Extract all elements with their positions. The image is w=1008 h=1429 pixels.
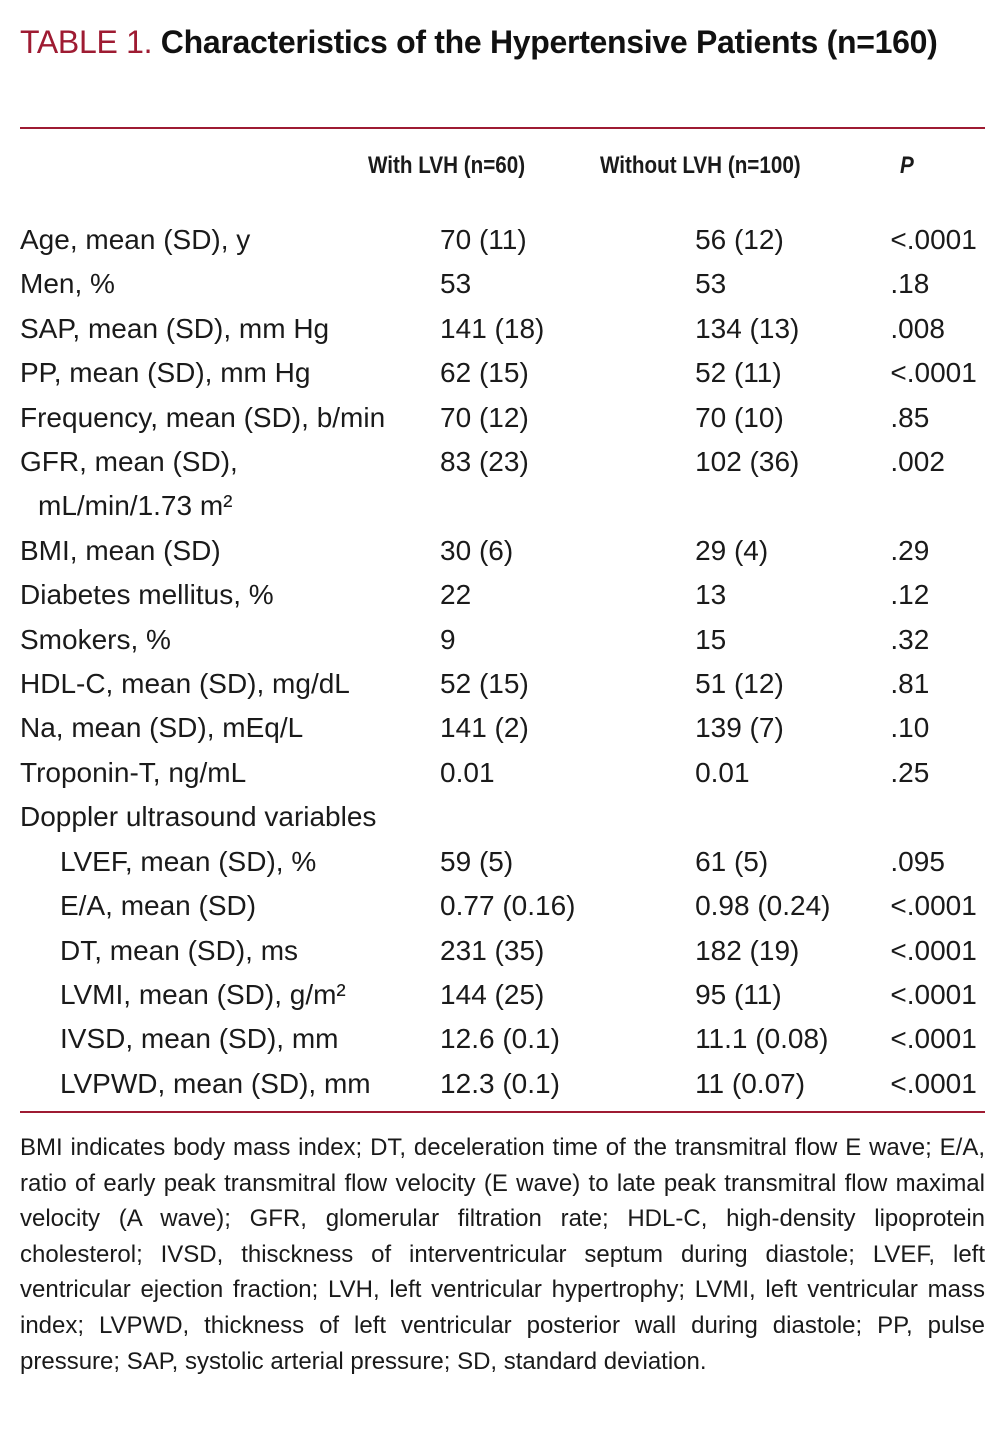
column-header-without-lvh: Without LVH (n=100) (600, 152, 801, 179)
p-value: <.0001 (890, 890, 977, 922)
empty-cell (890, 795, 1008, 839)
variable-label: PP, mean (SD), mm Hg (20, 357, 311, 389)
value-without-lvh: 52 (11) (695, 357, 782, 389)
variable-label: LVEF, mean (SD), % (60, 845, 317, 877)
value-with-lvh: 52 (15) (440, 668, 529, 700)
p-value: <.0001 (890, 934, 977, 966)
variable-label: Diabetes mellitus, % (20, 579, 274, 611)
empty-cell (890, 484, 1008, 528)
p-value: .32 (890, 623, 930, 655)
value-without-lvh: 102 (36) (695, 446, 800, 478)
table-row (20, 840, 1008, 884)
value-without-lvh: 95 (11) (695, 978, 782, 1010)
empty-cell (691, 484, 890, 528)
variable-label: Troponin-T, ng/mL (20, 756, 247, 788)
p-value: .10 (890, 712, 930, 744)
table-row (20, 262, 1008, 306)
value-without-lvh: 29 (4) (695, 534, 769, 566)
value-without-lvh: 0.98 (0.24) (695, 890, 831, 922)
p-value: .81 (890, 668, 930, 700)
p-value: <.0001 (890, 1023, 977, 1055)
footer-divider (20, 1111, 985, 1113)
value-with-lvh: 62 (15) (440, 357, 529, 389)
value-without-lvh: 0.01 (695, 756, 750, 788)
p-value: .12 (890, 579, 930, 611)
table-row (20, 218, 1008, 262)
value-without-lvh: 15 (695, 623, 727, 655)
table-row (20, 751, 1008, 795)
variable-label: DT, mean (SD), ms (60, 934, 299, 966)
variable-label: BMI, mean (SD) (20, 534, 221, 566)
value-with-lvh: 0.01 (440, 756, 495, 788)
variable-label: E/A, mean (SD) (60, 890, 257, 922)
table-label: TABLE 1. (20, 24, 153, 60)
table-title (20, 18, 988, 66)
value-with-lvh: 53 (440, 268, 472, 300)
column-header-p: P (900, 152, 914, 179)
variable-label: Frequency, mean (SD), b/min (20, 401, 386, 433)
table-row (20, 351, 1008, 395)
value-without-lvh: 56 (12) (695, 224, 784, 255)
value-without-lvh: 13 (695, 579, 727, 611)
p-value: .18 (890, 268, 930, 300)
variable-label: IVSD, mean (SD), mm (60, 1023, 339, 1055)
value-without-lvh: 11 (0.07) (695, 1067, 806, 1099)
value-without-lvh: 61 (5) (695, 845, 769, 877)
section-heading: Doppler ultrasound variables (20, 801, 377, 833)
table-row (20, 618, 1008, 662)
table-row (20, 973, 1008, 1017)
table-row (20, 440, 1008, 484)
value-without-lvh: 51 (12) (695, 668, 784, 700)
value-with-lvh: 0.77 (0.16) (440, 890, 576, 922)
p-value: <.0001 (890, 357, 977, 389)
variable-label: LVPWD, mean (SD), mm (60, 1067, 371, 1099)
value-without-lvh: 134 (13) (695, 312, 800, 344)
p-value: <.0001 (890, 978, 977, 1010)
value-with-lvh: 12.6 (0.1) (440, 1023, 560, 1055)
value-with-lvh: 231 (35) (440, 934, 545, 966)
table-row (20, 662, 1008, 706)
value-with-lvh: 9 (440, 623, 456, 655)
table-row (20, 484, 1008, 528)
table-row (20, 1062, 1008, 1106)
value-with-lvh: 12.3 (0.1) (440, 1067, 560, 1099)
value-with-lvh: 141 (18) (440, 312, 545, 344)
value-without-lvh: 70 (10) (695, 401, 784, 433)
p-value: .002 (890, 446, 945, 478)
p-value: .095 (890, 845, 945, 877)
variable-label: Smokers, % (20, 623, 171, 655)
p-value: .008 (890, 312, 945, 344)
variable-label: SAP, mean (SD), mm Hg (20, 312, 330, 344)
table-row (20, 307, 1008, 351)
table-row (20, 884, 1008, 928)
table-row (20, 795, 1008, 839)
variable-label: GFR, mean (SD), (20, 446, 238, 478)
header-divider (20, 127, 985, 129)
value-with-lvh: 70 (11) (440, 224, 527, 255)
value-with-lvh: 30 (6) (440, 534, 514, 566)
p-value: <.0001 (890, 224, 977, 255)
table-row (20, 929, 1008, 973)
empty-cell (436, 484, 691, 528)
p-value: .25 (890, 756, 930, 788)
table-row (20, 706, 1008, 750)
p-value: .29 (890, 534, 930, 566)
value-without-lvh: 182 (19) (695, 934, 800, 966)
variable-label: HDL-C, mean (SD), mg/dL (20, 668, 350, 700)
empty-cell (436, 795, 691, 839)
value-with-lvh: 22 (440, 579, 472, 611)
table-footnote: BMI indicates body mass index; DT, deceleration time of the transmitral flow E wave; E/A, ratio of early peak transmitral flow velocity (E wave) to late peak transmitral flow maximal velocity (A wave); GFR, glomerular filtration rate; HDL-C, high-density lipoprotein cholesterol; IVSD, thisckness of interventricular septum during diastole; LVEF, left ventricular ejection fraction; LVH, left ventricular hypertrophy; LVMI, left ventricular mass index; LVPWD, thickness of left ventricular posterior wall during diastole; PP, pulse pressure; SAP, systolic arterial pressure; SD, standard deviation. (20, 1134, 985, 1375)
value-with-lvh: 59 (5) (440, 845, 514, 877)
p-value: .85 (890, 401, 930, 433)
table-caption: Characteristics of the Hypertensive Patients (n=160) (160, 24, 938, 60)
value-with-lvh: 70 (12) (440, 401, 529, 433)
p-value: <.0001 (890, 1067, 977, 1099)
data-table (20, 218, 1008, 1106)
variable-label: LVMI, mean (SD), g/m² (60, 978, 346, 1010)
value-with-lvh: 141 (2) (440, 712, 529, 744)
column-header-with-lvh: With LVH (n=60) (368, 152, 526, 179)
variable-continuation: mL/min/1.73 m² (38, 490, 233, 522)
table-row (20, 573, 1008, 617)
empty-cell (691, 795, 890, 839)
variable-label: Na, mean (SD), mEq/L (20, 712, 304, 744)
variable-label: Men, % (20, 268, 115, 300)
table-row (20, 529, 1008, 573)
table-row (20, 396, 1008, 440)
value-with-lvh: 83 (23) (440, 446, 529, 478)
variable-label: Age, mean (SD), y (20, 224, 251, 255)
value-with-lvh: 144 (25) (440, 978, 545, 1010)
table-body (20, 218, 1008, 1106)
table-row (20, 1017, 1008, 1061)
value-without-lvh: 11.1 (0.08) (695, 1023, 829, 1055)
value-without-lvh: 139 (7) (695, 712, 784, 744)
value-without-lvh: 53 (695, 268, 727, 300)
